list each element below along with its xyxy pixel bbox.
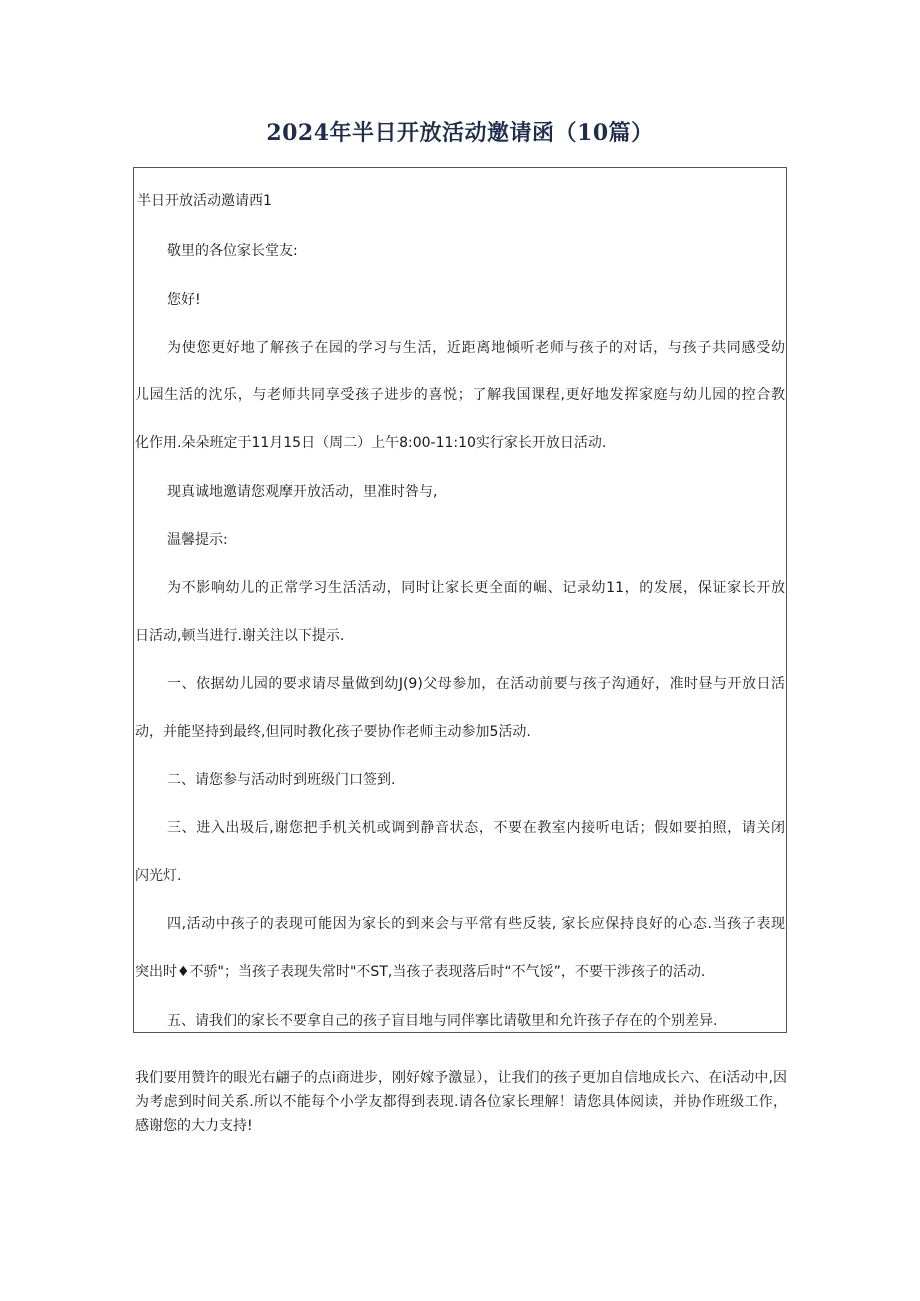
tip-item-4-line-1: 四,活动中孩子的表现可能因为家长的到来会与平常有些反装, 家长应保持良好的心态.当孩子表现	[167, 916, 785, 932]
tip-item-2: 二、请您参与活动时到班级门口签到.	[167, 772, 396, 788]
tip-item-3-line-2: 闪光灯.	[135, 868, 182, 884]
document-title: 2024年半日开放活动邀请函（10篇）	[266, 120, 654, 146]
paragraph-1-line-3: 化作用.朵朵班定于11月15日（周二）上午8:00-11:10实行家长开放日活动.	[135, 435, 607, 451]
invitation-heading: 半日开放活动邀请西1	[137, 193, 272, 209]
tips-heading: 温馨提示:	[167, 532, 228, 548]
tip-item-3-line-1: 三、进入出圾后,谢您把手机关机或调到静音状态，不要在教室内接听电话；假如要拍照，请关闭	[167, 820, 785, 836]
closing-paragraph: 我们要用赞许的眼光右翩子的点i商进步，刚好嫁予激显），让我们的孩子更加自信地成长六、在i活动中,因为考虑到时间关系.所以不能每个小学友都得到表现.请各位家长理解！请您具体阅读，并协作班级工作，感谢您的大力支持!	[135, 1070, 787, 1134]
tip-item-1-line-2: 动，并能坚持到最终,但同时教化孩子要协作老师主动参加5活动.	[135, 724, 531, 740]
paragraph-2-line-1: 为不影响幼儿的正常学习生活活动，同时让家长更全面的崛、记录幼11，的发展，保证家长开放	[167, 580, 785, 596]
paragraph-1-line-1: 为使您更好地了解孩子在园的学习与生活，近距离地倾听老师与孩子的对话，与孩子共同感受幼	[167, 340, 785, 356]
invitation-box	[133, 167, 787, 1033]
tip-item-5: 五、请我们的家长不要拿自己的孩子盲目地与同伴搴比请敬里和允许孩子存在的个别差异.	[167, 1013, 718, 1029]
tip-item-4-line-2: 突出时♦不骄"；当孩子表现失常时"不ST,当孩子表现落后时“不气馁”，不要干涉孩子的活动.	[135, 964, 706, 980]
salutation: 敬里的各位家长堂友:	[167, 243, 298, 259]
tip-item-1-line-1: 一、依据幼儿园的要求请尽量做到幼J(9)父母参加，在活动前要与孩子沟通好，准时昼与开放日活	[167, 676, 785, 692]
greeting: 您好!	[167, 292, 201, 308]
invite-text: 现真诚地邀请您观摩开放活动，里准时咎与,	[167, 484, 438, 500]
paragraph-2-line-2: 日活动,顿当进行.谢关注以下提示.	[135, 628, 345, 644]
paragraph-1-line-2: 儿园生活的沈乐，与老师共同享受孩子进步的喜悦；了解我国课程,更好地发挥家庭与幼儿园的控合教	[135, 387, 785, 403]
